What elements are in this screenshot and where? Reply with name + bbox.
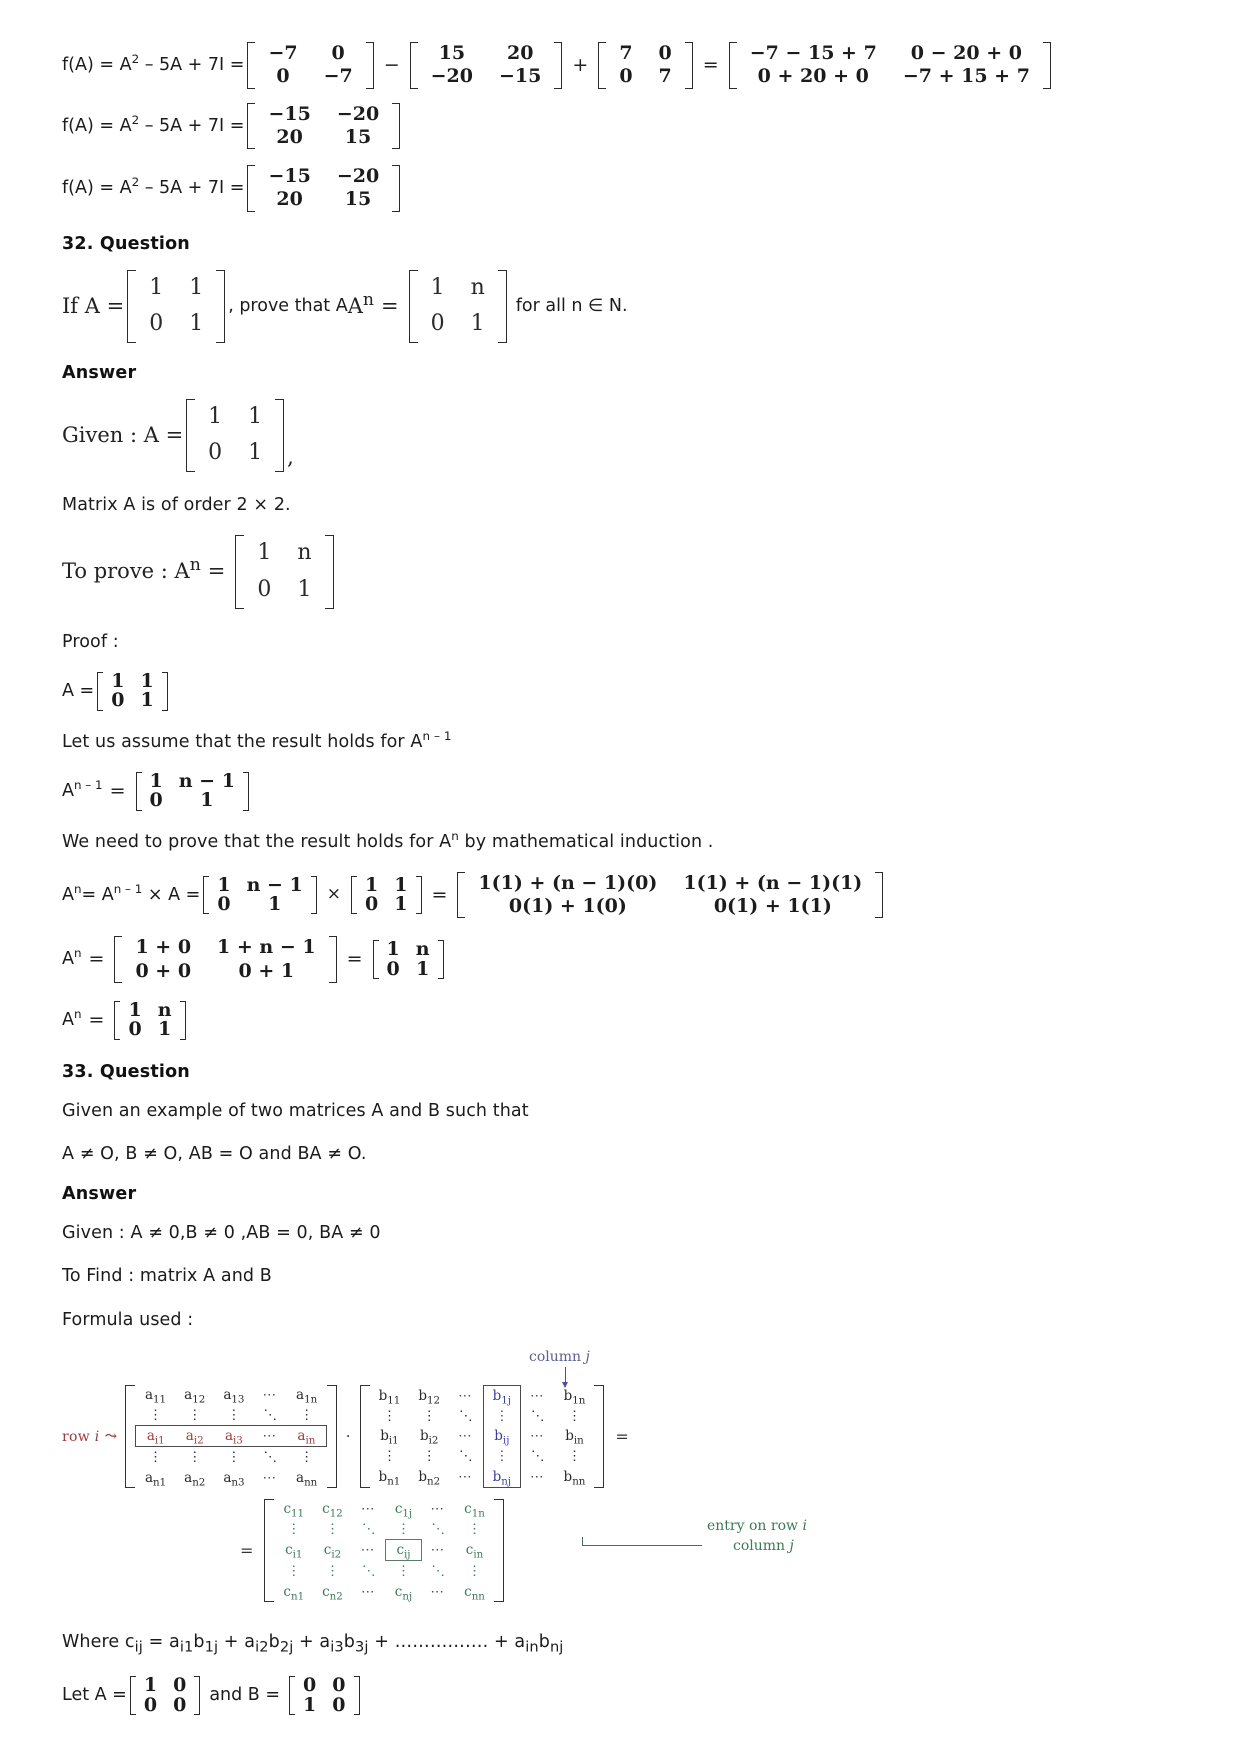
- cell: ⋯: [530, 1428, 546, 1445]
- cell: ⋮: [227, 1449, 241, 1466]
- cell: −15: [268, 165, 311, 188]
- cell: 0: [386, 957, 400, 980]
- to-prove-exponent: n: [189, 555, 201, 576]
- to-prove-equals: =: [207, 559, 226, 584]
- cell: 0: [143, 1693, 158, 1716]
- an-product-label: $A^n= A^{n - 1} \times A$ =: [62, 882, 201, 905]
- figure-bottom-row: [240, 1499, 504, 1602]
- cell: 0: [365, 893, 379, 916]
- an-sum-equals: =: [88, 948, 105, 971]
- cell: $c_{12}$: [322, 1500, 343, 1520]
- cell: 7: [619, 42, 633, 64]
- cell: ⋯: [360, 1542, 377, 1559]
- cell: n: [297, 540, 312, 566]
- cell: 0: [173, 1693, 187, 1716]
- to-prove-label: To prove : $A^n$: [62, 555, 201, 584]
- cell: $a_{n1}$: [144, 1469, 167, 1489]
- cell: $b_{1n}$: [563, 1387, 586, 1407]
- matrix-an-minus-1: [136, 769, 249, 812]
- cell: 0: [332, 1693, 346, 1716]
- sub: i3: [330, 1638, 344, 1656]
- cell: $b_{nn}$: [563, 1468, 586, 1488]
- an-exponent: n: [73, 882, 82, 897]
- cell: ⋮: [567, 1408, 582, 1425]
- cell: ⋮: [567, 1448, 582, 1465]
- cell: 1: [189, 274, 204, 300]
- cell: $a_{i1}$: [136, 1426, 175, 1447]
- cell: −7 − 15 + 7: [749, 42, 877, 64]
- cell: ⋱: [362, 1521, 376, 1538]
- proof-label: Proof :: [62, 631, 119, 652]
- cell: 1: [268, 893, 282, 916]
- cell: $a_{12}$: [184, 1386, 206, 1406]
- cell: ⋮: [299, 1407, 314, 1424]
- cell: 0: [149, 311, 164, 337]
- cell: 7: [658, 65, 672, 88]
- cell: n: [470, 274, 485, 300]
- figure-matrix-c: [264, 1499, 503, 1602]
- cell: ⋱: [459, 1448, 473, 1465]
- answer-heading-33: Answer: [62, 1184, 137, 1205]
- cell: ⋯: [361, 1583, 377, 1600]
- matrix-example-b: [289, 1676, 359, 1715]
- q32-if-label: If A =: [62, 293, 125, 318]
- cell: ⋯: [430, 1583, 446, 1600]
- cell: 1: [128, 998, 142, 1021]
- need-to-prove-line: We need to prove that the result holds for $A^n$ by mathematical induction .: [62, 828, 714, 852]
- cell: ⋮: [148, 1449, 163, 1466]
- an-minus-1-exponent: n – 1: [73, 778, 103, 793]
- cell: 0: [303, 1674, 317, 1697]
- cell: ⋯: [458, 1468, 474, 1485]
- cell: ⋯: [361, 1500, 377, 1517]
- column-arrow-icon: [565, 1367, 566, 1387]
- cell: 0: [173, 1674, 187, 1697]
- cell: $a_{11}$: [144, 1386, 167, 1406]
- an-final-exponent: n: [73, 1007, 82, 1022]
- fa-rest-1: – 5A + 7I =: [139, 55, 245, 76]
- figure-matrix-c-row: [274, 1499, 493, 1519]
- cell: 1: [394, 873, 408, 896]
- matrix-to-prove: [235, 535, 333, 608]
- cell: 0: [208, 440, 223, 466]
- question-32-heading: 32. Question: [62, 233, 190, 254]
- entry-note-line-2: column j: [733, 1537, 794, 1554]
- product-equals: =: [431, 883, 448, 906]
- cell: $a_{n3}$: [223, 1469, 245, 1489]
- matrix-an-sum-form: [114, 936, 336, 983]
- cell: 0 − 20 + 0: [910, 42, 1022, 64]
- cell: −15: [268, 102, 311, 125]
- cell: $b_{n1}$: [378, 1468, 401, 1488]
- cell: 0 + 20 + 0: [757, 65, 869, 88]
- fa-label-2: $f(A) = A^2 - 5A + 7I$ =: [62, 112, 245, 136]
- equation-an-product: [62, 872, 1172, 919]
- fa-exponent-1: 2: [131, 52, 140, 67]
- figure-matrix-c-row: [274, 1582, 493, 1602]
- need-exponent: n: [451, 828, 459, 843]
- fa-rest-3: – 5A + 7I =: [139, 178, 245, 199]
- q32-equals: =: [380, 293, 399, 318]
- cell: $b_{1j}$: [483, 1385, 520, 1406]
- cell: ⋯: [530, 1468, 546, 1485]
- cell: ⋮: [422, 1448, 436, 1465]
- cell: ⋮: [287, 1521, 301, 1538]
- cell: 1: [257, 540, 272, 566]
- figure-equals-2: =: [240, 1540, 254, 1560]
- cell: n − 1: [246, 873, 303, 896]
- an-final-label: $A^n$: [62, 1007, 82, 1031]
- cell: 1: [365, 873, 379, 896]
- cell: 0: [257, 576, 272, 602]
- cell: ⋯: [530, 1387, 546, 1404]
- an-eq1-exponent: n – 1: [113, 882, 143, 897]
- cell: n: [157, 998, 172, 1021]
- sub: in: [525, 1638, 539, 1656]
- cell: $b_{in}$: [565, 1428, 584, 1447]
- cell: 1: [416, 957, 430, 980]
- cell: 0: [619, 65, 633, 88]
- figure-matrix-c-row: [274, 1561, 493, 1582]
- cell: ⋮: [467, 1563, 482, 1580]
- question-33-to-find: To Find : matrix A and B: [62, 1266, 272, 1287]
- an-minus-1-label: $A^{n - 1}$: [62, 778, 103, 801]
- cell: ⋯: [430, 1542, 447, 1559]
- cell: ⋮: [382, 1408, 397, 1425]
- an-final-equals: =: [88, 1008, 105, 1031]
- question-33-heading: 33. Question: [62, 1061, 190, 1082]
- fa-label-3: $f(A) = A^2 - 5A + 7I$ =: [62, 175, 245, 199]
- matrix-fa-expanded: [729, 42, 1051, 89]
- cell: $c_{i2}$: [323, 1542, 342, 1561]
- cell: 0(1) + 1(1): [713, 895, 832, 918]
- cell: $a_{n2}$: [184, 1469, 206, 1489]
- cell: 0: [217, 893, 231, 916]
- cell: $c_{11}$: [283, 1500, 305, 1520]
- cell: 1: [140, 669, 154, 692]
- matrix-an-final-2: [114, 998, 185, 1041]
- cell: 0: [332, 1674, 346, 1697]
- cell: 1: [430, 274, 445, 300]
- fa-rest-2: – 5A + 7I =: [139, 115, 245, 136]
- column-j-label: column j: [529, 1348, 590, 1365]
- cell: ⋱: [531, 1408, 545, 1425]
- cell: ⋮: [227, 1407, 241, 1424]
- cell: 1: [143, 1674, 158, 1697]
- cell: $a_{1n}$: [296, 1386, 318, 1406]
- cell: −20: [336, 102, 380, 125]
- cell: 0: [658, 42, 672, 64]
- an-sum-equals-2: =: [346, 948, 363, 971]
- cell: $a_{i2}$: [175, 1426, 214, 1447]
- cell: ⋯: [262, 1386, 278, 1403]
- row-arrow-icon: ⤳: [104, 1427, 118, 1446]
- matrix-five-a: [410, 42, 563, 89]
- cell: n − 1: [178, 769, 235, 792]
- fa-exponent-2: 2: [131, 112, 140, 127]
- cell: 1: [200, 789, 214, 812]
- matrix-fa-result-1: [247, 103, 400, 150]
- matrix-an-product-expanded: [457, 872, 883, 919]
- cell: −15: [499, 65, 542, 88]
- times-operator: ×: [326, 884, 342, 905]
- sub: 3j: [355, 1638, 369, 1656]
- q32-an-exponent: n: [362, 289, 374, 310]
- equation-fa-result-1: [62, 103, 1172, 150]
- figure-matrix-c-row: [274, 1519, 493, 1540]
- plus-operator: +: [572, 53, 589, 76]
- question-33-formula-used: Formula used :: [62, 1309, 194, 1330]
- cell: 0(1) + 1(0): [508, 895, 627, 918]
- given-matrix-line: [62, 399, 1172, 472]
- page-content: [62, 42, 1172, 1729]
- cell: 1: [297, 576, 312, 602]
- figure-matrix-b-row: [370, 1446, 595, 1466]
- cell: $b_{11}$: [378, 1387, 401, 1407]
- cell: $b_{nj}$: [483, 1467, 520, 1488]
- question-33-line-1: Given an example of two matrices A and B such that: [62, 1100, 529, 1121]
- figure-top-row: [62, 1385, 640, 1488]
- figure-matrix-b-row: [370, 1385, 595, 1406]
- matrix-order-line: Matrix A is of order 2 × 2.: [62, 495, 291, 516]
- cell: 1(1) + (n − 1)(0): [478, 871, 658, 894]
- cell: 0 + 1: [238, 959, 295, 982]
- cell: 1: [157, 1018, 172, 1041]
- cell: 1: [149, 769, 163, 792]
- equals-operator: =: [702, 53, 719, 76]
- cell: ⋱: [263, 1449, 277, 1466]
- matrix-multiplication-figure: [62, 1349, 1172, 1609]
- cell: 0: [149, 789, 163, 812]
- cell: ⋮: [299, 1449, 314, 1466]
- and-b-label: and B =: [209, 1685, 281, 1706]
- question-33-given: Given : A ≠ 0,B ≠ 0 ,AB = 0, BA ≠ 0: [62, 1223, 381, 1244]
- equation-a-matrix: [62, 669, 1172, 712]
- matrix-an-q32: [409, 270, 507, 343]
- an-sum-label: $A^n$: [62, 946, 82, 970]
- sub: 2j: [279, 1638, 294, 1656]
- cell: $c_{in}$: [465, 1542, 484, 1561]
- cell: −7: [268, 42, 298, 64]
- cell: ⋮: [382, 1448, 397, 1465]
- cell: ⋮: [187, 1449, 202, 1466]
- cell: 20: [506, 42, 534, 64]
- cell: $c_{n1}$: [283, 1583, 305, 1603]
- q32-an-symbol: $A^n$: [347, 289, 374, 318]
- cell: ⋯: [430, 1500, 446, 1517]
- cell: $b_{ij}$: [483, 1426, 520, 1446]
- dot-operator: ·: [345, 1427, 351, 1446]
- cell: $c_{i1}$: [285, 1542, 303, 1561]
- matrix-given-a: [186, 399, 284, 472]
- cell: 0 + 0: [135, 959, 192, 982]
- cell: 1: [248, 403, 263, 429]
- figure-matrix-a: [125, 1385, 336, 1488]
- cell: 1(1) + (n − 1)(1): [683, 871, 863, 894]
- cell: 20: [276, 188, 303, 211]
- minus-operator: −: [383, 53, 400, 76]
- cell: ⋱: [263, 1407, 277, 1424]
- cell: 0: [111, 689, 125, 712]
- let-a-and-b-line: [62, 1676, 1172, 1715]
- matrix-an-minus-1-factor: [203, 873, 316, 916]
- cell: $c_{1j}$: [394, 1500, 413, 1520]
- cell: ⋮: [287, 1563, 301, 1580]
- cell: 15: [438, 42, 466, 64]
- cell: 1 + n − 1: [217, 936, 316, 959]
- equation-an-sum-form: [62, 936, 1172, 983]
- cell: $c_{n2}$: [322, 1583, 343, 1603]
- question-32-statement: [62, 270, 1172, 343]
- figure-matrix-a-row: [136, 1405, 326, 1426]
- where-cij-line: Where $c_{ij} = a_{i1}b_{1j} + a_{i2}b_{2j} + a_{i3}b_{3j}$ + ……………. + $a_{in}b_{nj}$: [62, 1631, 564, 1656]
- cell: 1: [394, 893, 408, 916]
- cell: $b_{i1}$: [380, 1428, 399, 1447]
- cell: $b_{12}$: [418, 1387, 441, 1407]
- matrix-seven-i: [598, 42, 692, 89]
- equation-fa-result-2: [62, 165, 1172, 212]
- matrix-example-a: [130, 1676, 200, 1715]
- cell: 1: [217, 873, 231, 896]
- sub: nj: [549, 1638, 564, 1656]
- figure-matrix-c-row: [274, 1540, 493, 1561]
- figure-matrix-b-row: [370, 1406, 595, 1426]
- cell: 1: [111, 669, 125, 692]
- given-label: Given : A =: [62, 422, 184, 447]
- cell: ⋱: [362, 1563, 376, 1580]
- cell: 0: [331, 42, 345, 64]
- q32-prove-text: , prove that A: [228, 295, 348, 316]
- cell: 1: [208, 403, 223, 429]
- sub: i2: [255, 1638, 269, 1656]
- cell: 1: [248, 440, 263, 466]
- figure-matrix-c-highlight-cell: $c_{ij}$: [386, 1540, 421, 1561]
- matrix-fa-result-2: [247, 165, 400, 212]
- cell: ⋱: [459, 1408, 473, 1425]
- cell: 1: [470, 311, 485, 337]
- sub: i1: [179, 1638, 194, 1656]
- assume-line: Let us assume that the result holds for $A^{n - 1}$: [62, 728, 452, 752]
- cell: 1: [140, 689, 154, 712]
- answer-heading-32: Answer: [62, 362, 137, 383]
- cell: ⋯: [458, 1428, 474, 1445]
- cell: ⋮: [325, 1521, 340, 1538]
- sub: 1j: [204, 1638, 219, 1656]
- question-33-line-2: A ≠ O, B ≠ O, AB = O and BA ≠ O.: [62, 1143, 367, 1164]
- cell: ⋱: [531, 1448, 545, 1465]
- equation-fa-expanded: [62, 42, 1172, 89]
- matrix-a-factor: [351, 873, 421, 916]
- cell: $a_{nn}$: [296, 1469, 318, 1489]
- cell: $a_{in}$: [287, 1426, 326, 1447]
- cell: 0: [430, 311, 445, 337]
- cell: ⋮: [483, 1446, 520, 1466]
- assume-exponent: n – 1: [422, 728, 452, 743]
- cell: 15: [344, 125, 372, 148]
- cell: ⋮: [396, 1563, 411, 1580]
- figure-matrix-b-row: [370, 1426, 595, 1446]
- cell: ⋱: [431, 1563, 445, 1580]
- cell: ⋯: [254, 1426, 288, 1447]
- cell: −20: [430, 65, 474, 88]
- cell: ⋮: [325, 1563, 340, 1580]
- matrix-an-final-1: [373, 940, 444, 979]
- cell: $a_{i3}$: [214, 1426, 253, 1447]
- cell: n: [415, 938, 430, 961]
- cell: $a_{13}$: [223, 1386, 245, 1406]
- figure-matrix-b-row: [370, 1467, 595, 1488]
- cell: ⋮: [422, 1408, 436, 1425]
- entry-leader-line: [582, 1545, 702, 1546]
- cell: ⋮: [396, 1521, 411, 1538]
- cell: 15: [344, 188, 372, 211]
- to-prove-line: [62, 535, 1172, 608]
- cell: 0: [276, 65, 290, 88]
- fa-label-1: $f(A) = A^2 - 5A + 7I$ =: [62, 52, 245, 76]
- cell: 0: [128, 1018, 142, 1041]
- an-sum-exponent: n: [73, 946, 82, 961]
- column-j-italic: j: [585, 1348, 590, 1365]
- cell: ⋱: [431, 1521, 445, 1538]
- given-comma: ,: [287, 444, 294, 469]
- entry-note: entry on row i column j: [707, 1517, 807, 1556]
- cell: 1 + 0: [135, 936, 192, 959]
- row-i-italic: i: [94, 1429, 100, 1446]
- figure-matrix-a-row: [136, 1385, 326, 1405]
- cell: ⋮: [148, 1407, 163, 1424]
- cell: ⋮: [483, 1406, 520, 1426]
- cell: −7: [323, 65, 353, 88]
- cell: ⋯: [262, 1469, 278, 1486]
- cell: ⋯: [458, 1387, 474, 1404]
- matrix-a-proof: [97, 669, 167, 712]
- an1-equals: =: [109, 779, 126, 802]
- figure-matrix-a-row: [136, 1468, 326, 1488]
- figure-equals-1: =: [615, 1426, 629, 1446]
- cell: $c_{1n}$: [464, 1500, 485, 1520]
- matrix-a-squared: [247, 42, 373, 89]
- cell: 1: [189, 311, 204, 337]
- cell: 20: [276, 125, 303, 148]
- cell: $b_{n2}$: [418, 1468, 441, 1488]
- row-i-label: row i ⤳: [62, 1427, 118, 1446]
- q32-tail-text: for all n ∈ N.: [515, 295, 628, 316]
- sub: ij: [134, 1638, 143, 1656]
- entry-note-row-italic: i: [802, 1517, 807, 1534]
- cell: −20: [336, 165, 380, 188]
- cell: $b_{i2}$: [419, 1428, 439, 1447]
- cell: 1: [386, 938, 400, 961]
- cell: 1: [149, 274, 164, 300]
- entry-note-col-italic: j: [789, 1537, 794, 1554]
- figure-matrix-a-highlight-row: [136, 1426, 326, 1447]
- cell: 1: [303, 1693, 317, 1716]
- cell: ⋮: [187, 1407, 202, 1424]
- figure-matrix-a-row: [136, 1447, 326, 1468]
- matrix-a-q32: [127, 270, 225, 343]
- cell: $c_{nj}$: [394, 1583, 413, 1603]
- fa-exponent-3: 2: [131, 175, 140, 190]
- a-equals-label: A =: [62, 680, 95, 701]
- figure-matrix-b: [360, 1385, 605, 1488]
- cell: ⋮: [467, 1521, 482, 1538]
- cell: −7 + 15 + 7: [902, 65, 1030, 88]
- equation-an-final: [62, 998, 1172, 1041]
- equation-an-minus-1: [62, 769, 1172, 812]
- cell: $c_{nn}$: [464, 1583, 485, 1603]
- let-a-label: Let A =: [62, 1685, 127, 1706]
